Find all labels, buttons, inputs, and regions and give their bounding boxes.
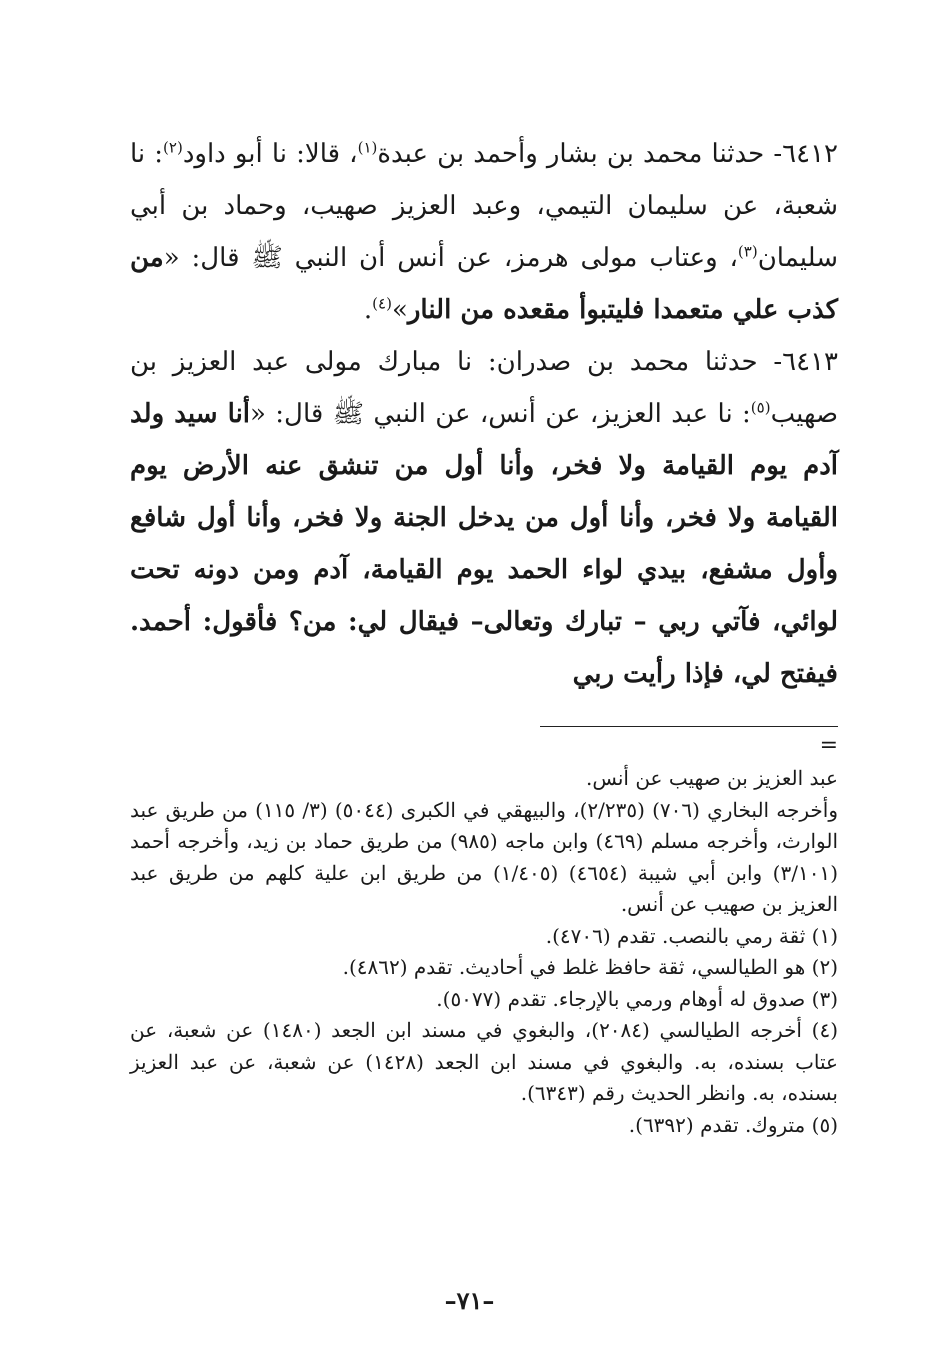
footnote-carry-over: وأخرجه البخاري (٧٠٦) (٢/٢٣٥)، والبيهقي في الكبرى (٥٠٤٤) (٣/ ١١٥) من طريق عبد الوارث، وأخرجه مسلم (٤٦٩) وابن ماجه (٩٨٥) من طريق حماد بن زيد، وأخرجه أحمد (٣/١٠١) وابن أبي شيبة (٤٦٥٤) (١/٤٠٥) من طريق ابن علية كلهم من طريق عبد العزيز بن صهيب عن أنس. <box>130 797 838 916</box>
footnote-2: (٢) هو الطيالسي، ثقة حافظ غلط في أحاديث. تقدم (٤٨٦٢). <box>342 955 838 979</box>
hadith-6412 <box>130 128 838 336</box>
footnote-4: (٤) أخرجه الطيالسي (٢٠٨٤)، والبغوي في مسند ابن الجعد (١٤٨٠) عن شعبة، عن عتاب بسنده، به. والبغوي في مسند ابن الجعد (١٤٢٨) عن شعبة، عن عبد العزيز بسنده، به. وانظر الحديث رقم (٦٣٤٣). <box>130 1018 839 1105</box>
continuation-mark: = <box>819 733 838 758</box>
hadith-text: ٦٤١٣- حدثنا محمد بن صدران: نا مبارك مولى عبد العزيز بن صهيب <box>130 347 839 429</box>
hadith-text: ، قالا: نا أبو داود <box>182 139 358 169</box>
footnote-5: (٥) متروك. تقدم (٦٣٩٢). <box>628 1112 838 1137</box>
hadith-text: : نا شعبة، عن سليمان التيمي، وعبد العزيز صهيب، وحماد بن أبي سليمان <box>130 139 838 273</box>
hadith-text: ، وعتاب مولى هرمز، عن أنس أن النبي ﷺ قال: « <box>163 243 738 273</box>
footnote-ref: (٣) <box>737 242 758 261</box>
footnote-carry-over: عبد العزيز بن صهيب عن أنس. <box>586 766 838 790</box>
footnote-3: (٣) صدوق له أوهام ورمي بالإرجاء. تقدم (٥٠٧٧). <box>436 986 838 1011</box>
footnote-1: (١) ثقة رمي بالنصب. تقدم (٤٧٠٦). <box>545 923 838 948</box>
footnote-ref: (١) <box>357 138 378 157</box>
hadith-text: : نا عبد العزيز، عن أنس، عن النبي ﷺ قال: « <box>250 399 751 429</box>
footnote-ref: (٤) <box>372 294 392 313</box>
page-number: –٧١– <box>444 1286 495 1315</box>
footnote-separator <box>540 726 838 727</box>
footnote-ref: (٥) <box>750 398 771 417</box>
footnotes <box>130 763 838 1141</box>
hadith-text: » <box>391 295 408 325</box>
footnote-ref: (٢) <box>163 138 183 157</box>
page-body <box>130 128 838 1141</box>
hadith-matn: أنا سيد ولد آدم يوم القيامة ولا فخر، وأنا أول من تنشق عنه الأرض يوم القيامة ولا فخر، وأنا أول من يدخل الجنة ولا فخر، وأنا أول شافع وأول مشفع، بيدي لواء الحمد يوم القيامة، آدم ومن دونه تحت لوائي، فآتي ربي – تبارك وتعالى– فيقال لي: من؟ فأقول: أحمد. فيفتح لي، فإذا رأيت ربي <box>130 399 838 689</box>
hadith-matn: من كذب علي متعمدا فليتبوأ مقعده من النار <box>130 243 838 325</box>
main-text <box>130 128 838 700</box>
hadith-6413 <box>130 336 838 700</box>
hadith-text: ٦٤١٢- حدثنا محمد بن بشار وأحمد بن عبدة <box>377 139 839 169</box>
hadith-text: . <box>363 295 373 325</box>
